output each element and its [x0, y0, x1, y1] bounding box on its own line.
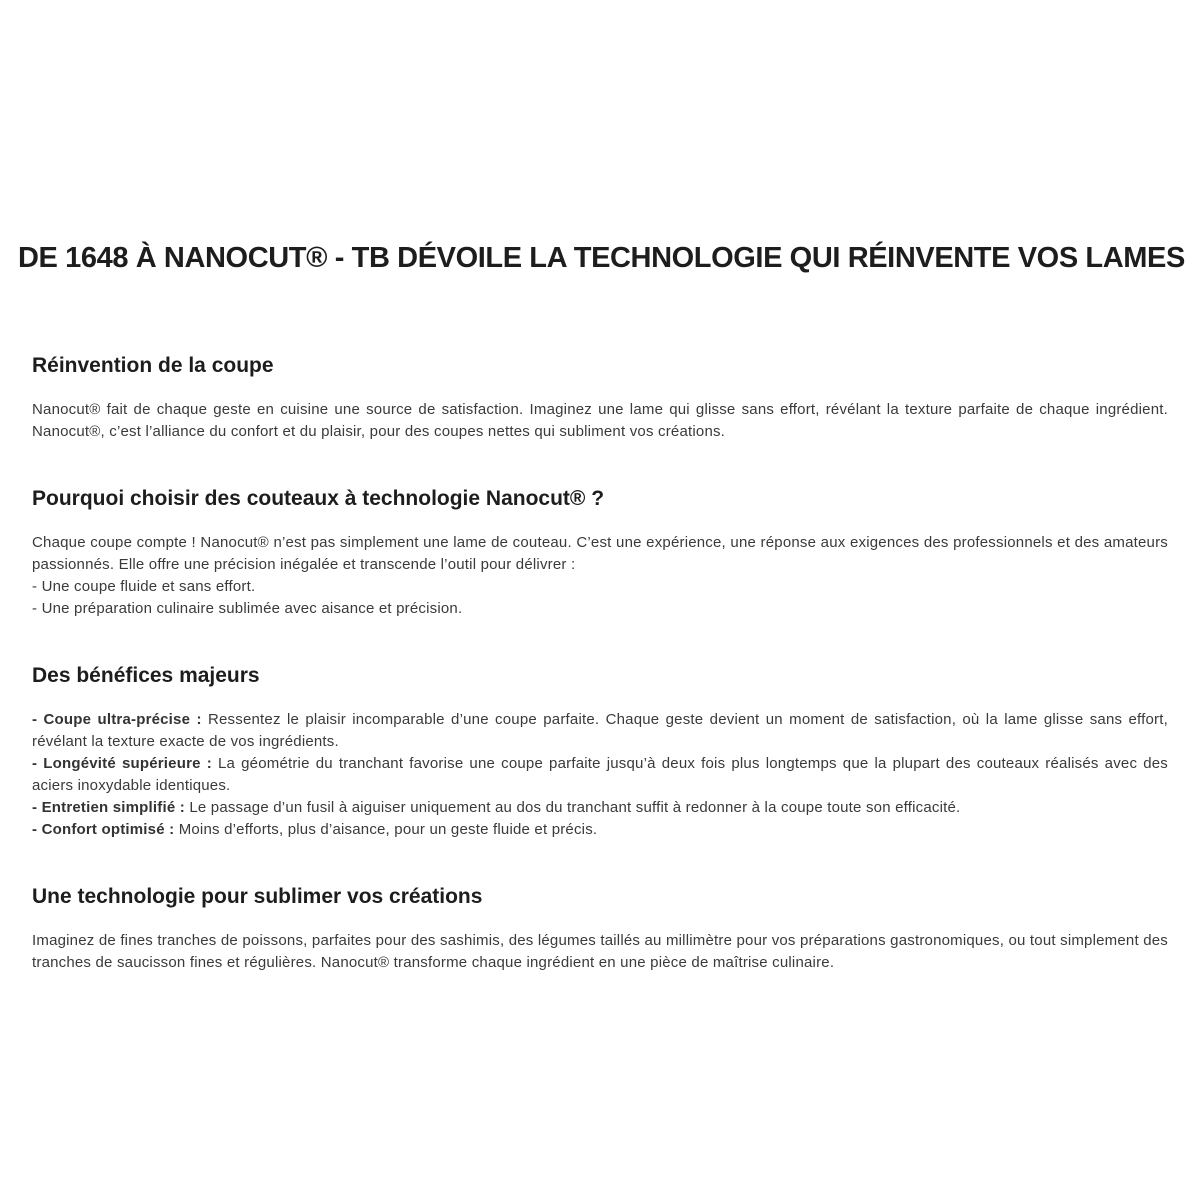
benefit-item-longevite-superieure	[32, 753, 1168, 797]
benefit-item-confort-optimise	[32, 819, 1168, 841]
section-heading-benefices: Des bénéfices majeurs	[32, 663, 260, 687]
benefit-label: - Entretien simplifié :	[32, 798, 185, 816]
benefit-text: Le passage d’un fusil à aiguiser uniquement au dos du tranchant suffit à redonner à la coupe toute son efficacité.	[184, 798, 961, 816]
benefit-text: Ressentez le plaisir incomparable d’une coupe parfaite. Chaque geste devient un moment de satisfaction, où la lame glisse sans effort, révélant la texture exacte de vos ingrédients.	[32, 710, 1168, 750]
benefit-label: - Longévité supérieure :	[32, 754, 212, 772]
section-technologie-sublimer	[32, 885, 1168, 974]
paragraph-technologie: Imaginez de fines tranches de poissons, parfaites pour des sashimis, des légumes taillés au millimètre pour vos préparations gastronomiques, ou tout simplement des tranches de saucisson fines et régulières. Nanocut® transforme chaque ingrédient en une pièce de maîtrise culinaire.	[32, 931, 1168, 971]
page-title: DE 1648 À NANOCUT® - TB DÉVOILE LA TECHNOLOGIE QUI RÉINVENTE VOS LAMES	[18, 242, 1185, 274]
bullet-preparation-culinaire: - Une préparation culinaire sublimée avec aisance et précision.	[32, 599, 463, 617]
benefit-item-coupe-ultra-precise	[32, 709, 1168, 753]
section-heading-reinvention: Réinvention de la coupe	[32, 353, 274, 377]
paragraph-reinvention: Nanocut® fait de chaque geste en cuisine une source de satisfaction. Imaginez une lame qui glisse sans effort, révélant la texture parfaite de chaque ingrédient. Nanocut®, c’est l’alliance du confort et du plaisir, pour des coupes nettes qui subliment vos créations.	[32, 400, 1168, 440]
benefit-label: - Confort optimisé :	[32, 820, 175, 838]
section-reinvention-de-la-coupe	[32, 354, 1168, 443]
section-pourquoi-choisir	[32, 487, 1168, 620]
section-heading-pourquoi-choisir: Pourquoi choisir des couteaux à technologie Nanocut® ?	[32, 486, 605, 510]
benefit-text: La géométrie du tranchant favorise une coupe parfaite jusqu’à deux fois plus longtemps que la plupart des couteaux réalisés avec des aciers inoxydable identiques.	[32, 754, 1168, 794]
benefit-item-entretien-simplifie	[32, 797, 1168, 819]
section-benefices-majeurs	[32, 664, 1168, 841]
article-content	[32, 354, 1168, 974]
paragraph-pourquoi-choisir: Chaque coupe compte ! Nanocut® n’est pas simplement une lame de couteau. C’est une expérience, une réponse aux exigences des professionnels et des amateurs passionnés. Elle offre une précision inégalée et transcende l’outil pour délivrer :	[32, 533, 1168, 573]
bullet-coupe-fluide: - Une coupe fluide et sans effort.	[32, 577, 256, 595]
benefit-label: - Coupe ultra-précise :	[32, 710, 202, 728]
benefit-text: Moins d’efforts, plus d’aisance, pour un geste fluide et précis.	[174, 820, 598, 838]
section-heading-technologie: Une technologie pour sublimer vos créations	[32, 884, 483, 908]
